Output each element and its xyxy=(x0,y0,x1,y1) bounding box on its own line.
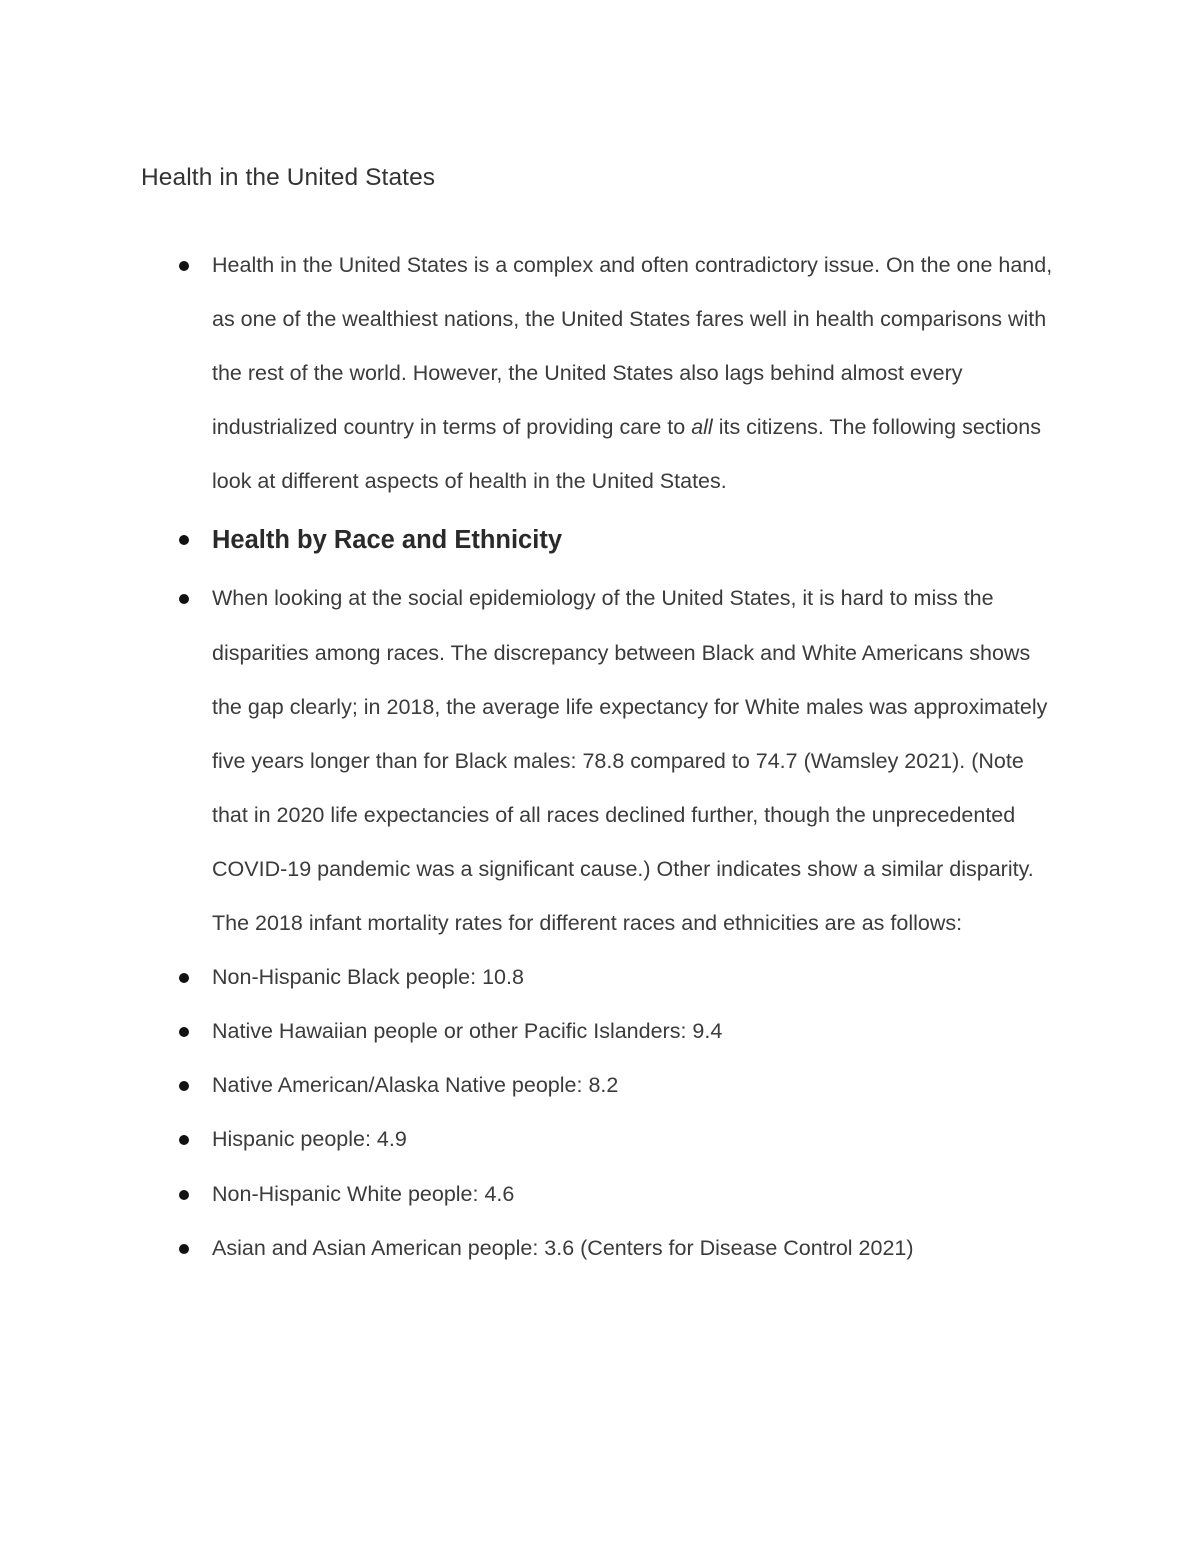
bullet-icon xyxy=(179,535,189,545)
list-item xyxy=(0,1112,1200,1166)
bullet-icon xyxy=(179,1135,189,1145)
list-item xyxy=(0,950,1200,1004)
section-paragraph-text: When looking at the social epidemiology of the United States, it is hard to miss the disparities among races. The discrepancy between Black and White Americans shows the gap clearly; in 2018, the average life expectancy for White males was approximately five years longer than for Black males: 78.8 compared to 74.7 (Wamsley 2021). (Note that in 2020 life expectancies of all races declined further, though the unprecedented COVID-19 pandemic was a significant cause.) Other indicates show a similar disparity. The 2018 infant mortality rates for different races and ethnicities are as follows: xyxy=(212,586,1048,936)
bullet-icon xyxy=(179,1244,189,1254)
bullet-icon xyxy=(179,261,189,271)
intro-emphasis: all xyxy=(691,415,713,440)
list-item-text: Non-Hispanic Black people: 10.8 xyxy=(212,965,524,990)
section-heading-text: Health by Race and Ethnicity xyxy=(212,526,563,555)
bullet-list xyxy=(0,238,1200,1275)
list-item xyxy=(0,1058,1200,1112)
bullet-icon xyxy=(179,1081,189,1091)
bullet-icon xyxy=(179,973,189,983)
intro-text-end: its citizens. The following sections look at different aspects of health in the United States. xyxy=(212,415,1041,494)
list-item xyxy=(0,1004,1200,1058)
list-item-text: Non-Hispanic White people: 4.6 xyxy=(212,1181,515,1206)
list-item-text: Native Hawaiian people or other Pacific Islanders: 9.4 xyxy=(212,1019,723,1044)
bullet-icon xyxy=(179,1190,189,1200)
document-title: Health in the United States xyxy=(141,164,436,191)
bullet-icon xyxy=(179,1027,189,1037)
bullet-icon xyxy=(179,594,189,604)
list-item xyxy=(0,1167,1200,1221)
intro-paragraph xyxy=(0,238,1200,508)
section-heading xyxy=(0,510,1200,570)
section-paragraph xyxy=(0,571,1200,950)
list-item xyxy=(0,1221,1200,1275)
intro-text-start: Health in the United States is a complex and often contradictory issue. On the one hand, as one of the wealthiest nations, the United States fares well in health comparisons with the rest of the world. However, the United States also lags behind almost every industrialized country in terms of providing care to xyxy=(212,253,1053,440)
intro-text xyxy=(212,238,1062,508)
list-item-text: Asian and Asian American people: 3.6 (Centers for Disease Control 2021) xyxy=(212,1235,914,1260)
list-item-text: Native American/Alaska Native people: 8.2 xyxy=(212,1073,619,1098)
list-item-text: Hispanic people: 4.9 xyxy=(212,1127,407,1152)
